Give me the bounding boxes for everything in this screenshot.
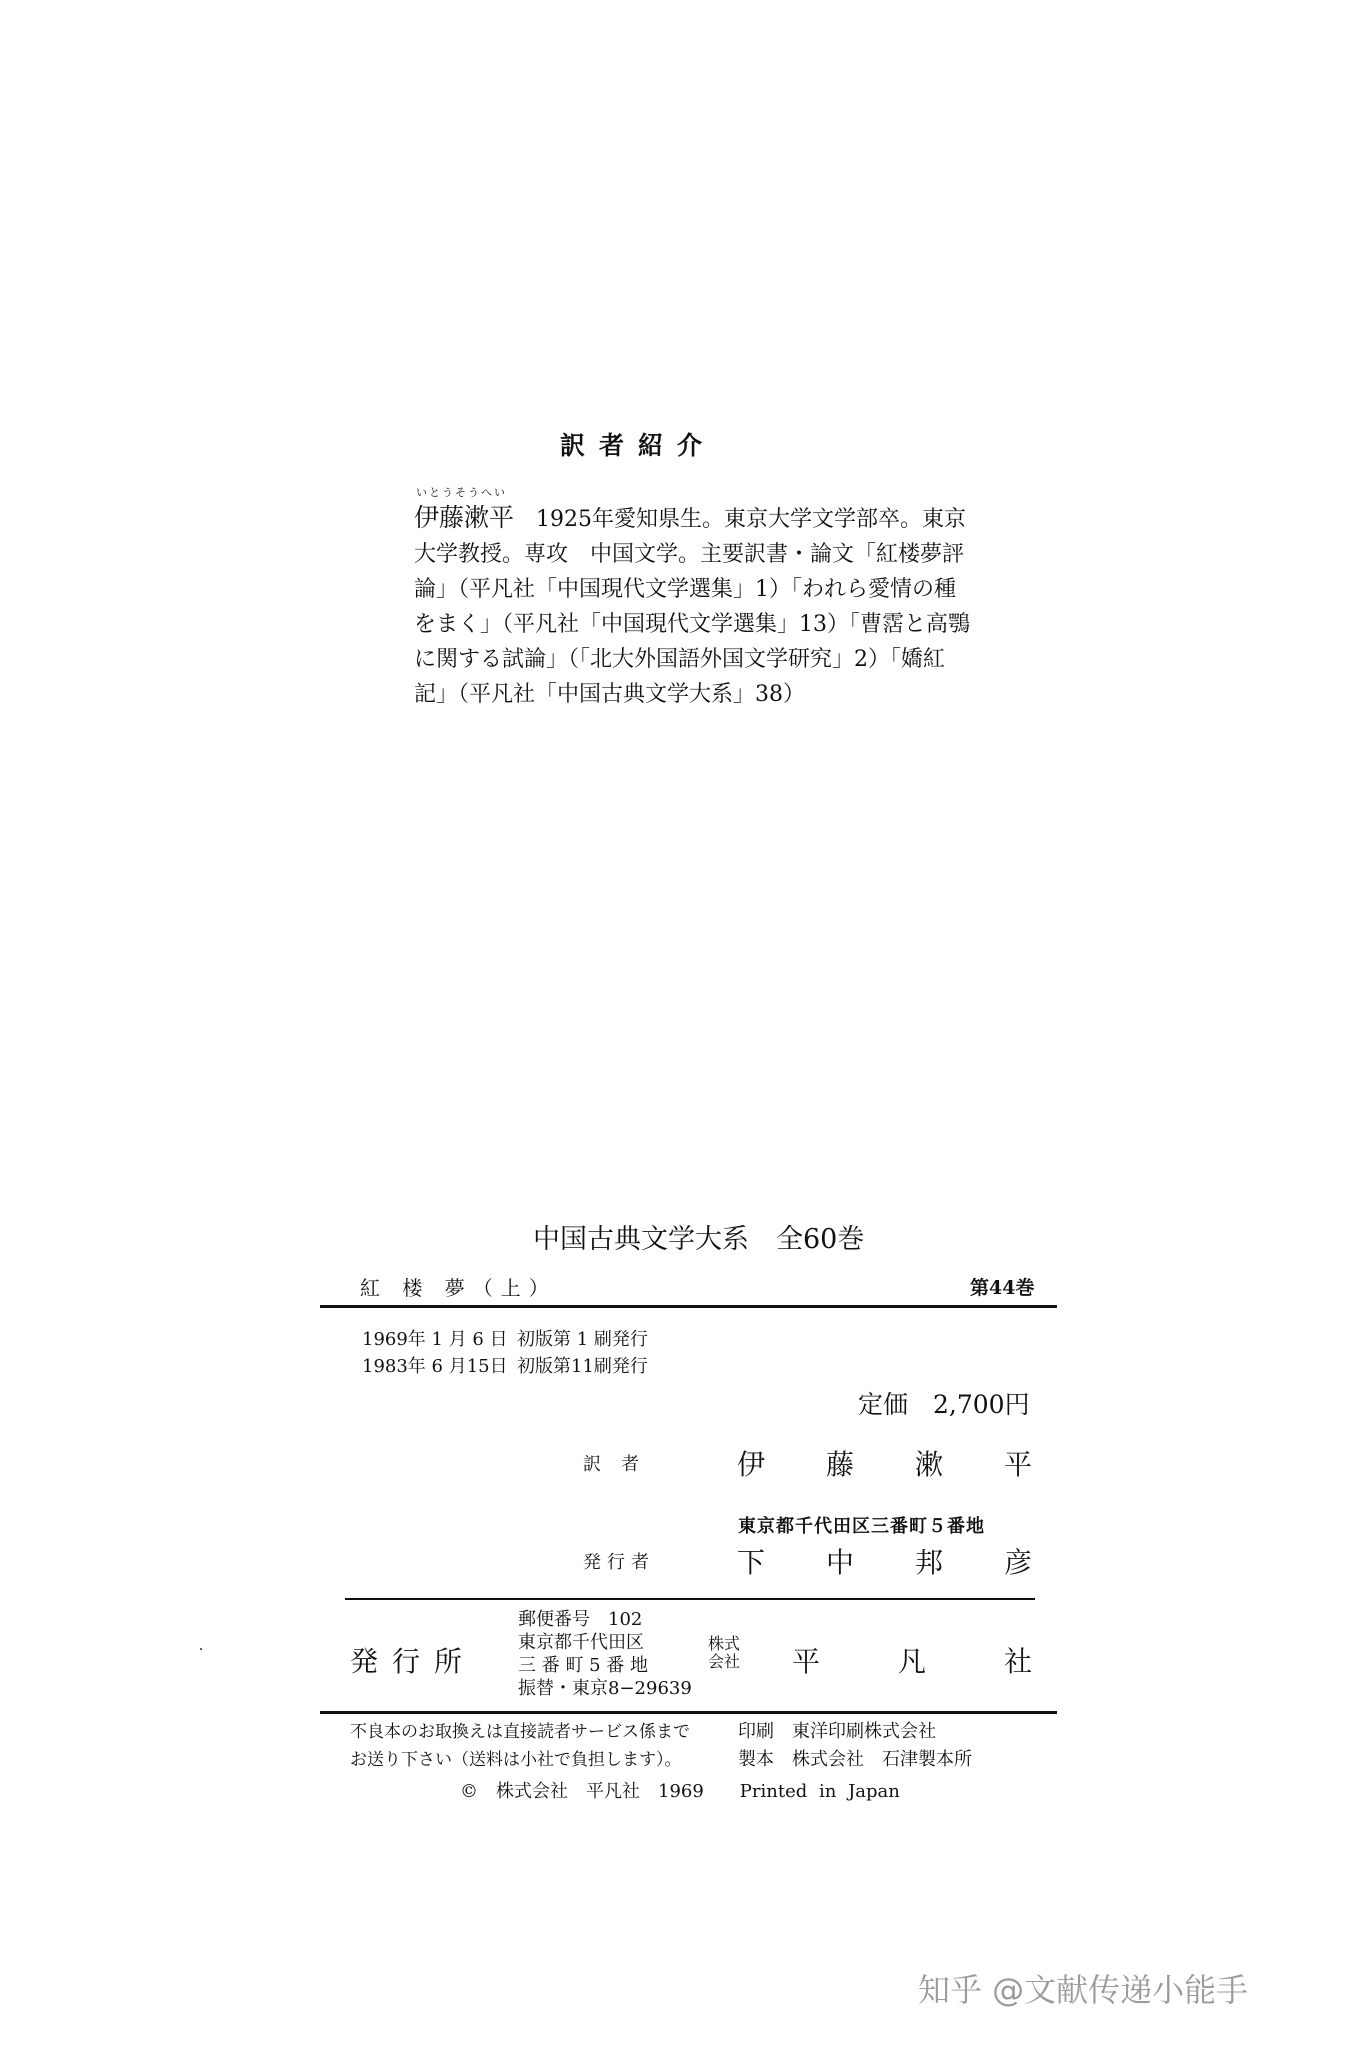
- translator-name-ruby: いとうそうへい: [416, 486, 507, 499]
- notice-line: 不良本のお取換えは直接読者サービス係まで: [350, 1722, 690, 1742]
- postal-code: 郵便番号 102: [518, 1609, 643, 1630]
- publisher-label: 発行者: [583, 1552, 655, 1573]
- printer-line: 印刷 東洋印刷株式会社: [738, 1721, 936, 1742]
- publisher-address: 東京都千代田区三番町５番地: [738, 1516, 985, 1537]
- office-label: 発行所: [350, 1645, 477, 1678]
- translator-name: 伊藤漱平: [414, 503, 515, 532]
- watermark: 知乎 @文献传递小能手: [918, 1971, 1249, 2009]
- corp-type-line: 会社: [708, 1652, 741, 1671]
- translator-label: 訳者: [583, 1454, 659, 1475]
- notice-line: お送り下さい（送料は小社で負担します）。: [350, 1750, 682, 1770]
- series-title: 中国古典文学大系 全60巻: [533, 1224, 865, 1255]
- edition-row: [362, 1325, 648, 1351]
- edition-label: 初版第 1 刷発行: [517, 1329, 648, 1350]
- binder-line: 製本 株式会社 石津製本所: [738, 1749, 972, 1770]
- office-address-block: [518, 1608, 692, 1700]
- scan-speck: [200, 1648, 202, 1650]
- copyright-line: © 株式会社 平凡社 1969 Printed in Japan: [460, 1781, 900, 1802]
- transfer-account: 振替・東京8−29639: [518, 1678, 692, 1699]
- corporation-type: [708, 1635, 740, 1671]
- replacement-notice: [350, 1718, 690, 1774]
- bottom-rule: [320, 1711, 1057, 1714]
- translator-bio: 1925年愛知県生。東京大学文学部卒。東京大学教授。専攻 中国文学。主要訳書・論文「紅楼夢評論」（平凡社「中国現代文学選集」1）「われら愛情の種をまく」（平凡社「中国現代文学選集」13）「曹霑と高鶚に関する試論」（「北大外国語外国文学研究」2）「嬌紅記」（平凡社「中国古典文学大系」38）: [414, 507, 970, 707]
- top-rule: [320, 1305, 1057, 1308]
- middle-rule: [345, 1598, 1035, 1600]
- corp-type-line: 株式: [708, 1634, 741, 1653]
- printing-info: [738, 1718, 972, 1774]
- translator-value: 伊藤漱平: [737, 1448, 1032, 1481]
- translator-bio-paragraph: [414, 500, 974, 712]
- office-name: 平凡社: [792, 1645, 1032, 1678]
- publisher-value: 下中邦彦: [737, 1546, 1032, 1579]
- office-address-line: 東京都千代田区: [518, 1632, 644, 1653]
- edition-label: 初版第11刷発行: [517, 1356, 648, 1377]
- volume-number: 第44巻: [970, 1277, 1035, 1299]
- edition-row: [362, 1352, 648, 1378]
- office-address-line: 三 番 町 5 番 地: [518, 1655, 649, 1676]
- edition-date: 1969年 1 月 6 日: [362, 1329, 508, 1350]
- edition-date: 1983年 6 月15日: [362, 1356, 508, 1377]
- translator-intro-heading: 訳者紹介: [560, 431, 717, 460]
- book-title: 紅 楼 夢（上）: [360, 1276, 557, 1300]
- price: 定価 2,700円: [858, 1390, 1030, 1419]
